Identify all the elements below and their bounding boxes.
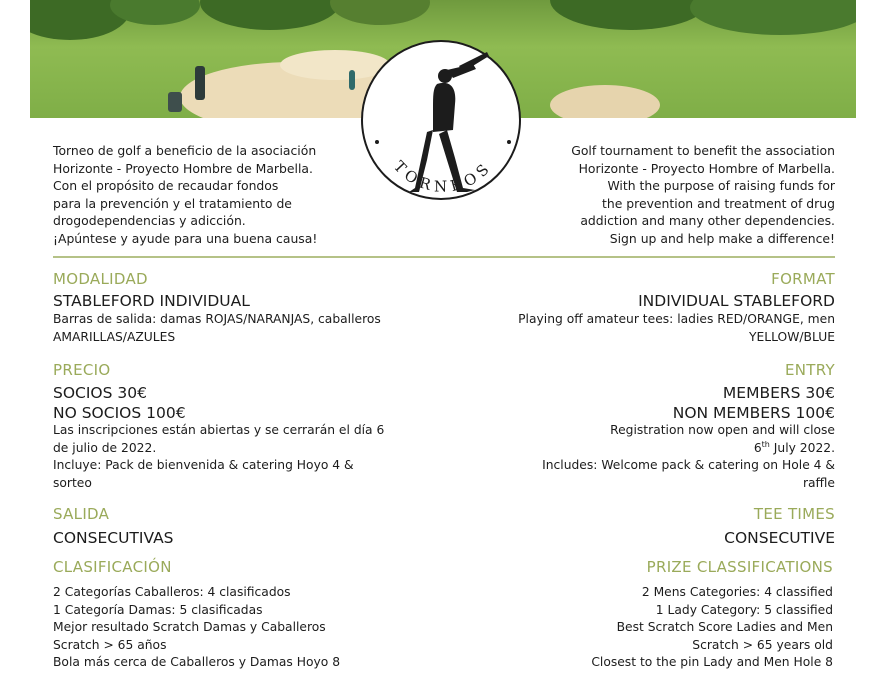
modalidad-tees-line: Barras de salida: damas ROJAS/NARANJAS, caballeros bbox=[53, 312, 381, 326]
clasificacion-line: 2 Categorías Caballeros: 4 clasificados bbox=[53, 585, 291, 599]
prizes-line: 1 Lady Category: 5 classified bbox=[655, 602, 833, 617]
clasificacion-line: 1 Categoría Damas: 5 clasificadas bbox=[53, 602, 263, 617]
prizes-line: Closest to the pin Lady and Men Hole 8 bbox=[591, 655, 833, 669]
torneos-logo bbox=[361, 40, 521, 200]
precio-includes-line: sorteo bbox=[53, 475, 92, 490]
tee-times-value: CONSECUTIVE bbox=[724, 529, 835, 547]
format-section bbox=[478, 270, 835, 346]
format-heading: FORMAT bbox=[771, 270, 835, 288]
intro-spanish bbox=[53, 142, 317, 247]
precio-includes-line: Incluye: Pack de bienvenida & catering Hoyo 4 & bbox=[53, 458, 354, 472]
clasificacion-section bbox=[53, 558, 423, 672]
modalidad-value: STABLEFORD INDIVIDUAL bbox=[53, 292, 250, 310]
entry-heading: ENTRY bbox=[785, 361, 835, 379]
svg-text:TORNEOS bbox=[390, 157, 496, 195]
precio-members: SOCIOS 30€ bbox=[53, 384, 147, 402]
intro-es-line: Horizonte - Proyecto Hombre de Marbella. bbox=[53, 160, 313, 176]
precio-heading: PRECIO bbox=[53, 361, 111, 379]
intro-es-line: Con el propósito de recaudar fondos bbox=[53, 178, 279, 193]
precio-non-members: NO SOCIOS 100€ bbox=[53, 404, 186, 422]
prizes-heading: PRIZE CLASSIFICATIONS bbox=[646, 558, 833, 576]
clasificacion-line: Scratch > 65 años bbox=[53, 637, 167, 652]
intro-es-line: para la prevención y el tratamiento de bbox=[53, 195, 292, 211]
intro-en-line: With the purpose of raising funds for bbox=[607, 178, 835, 193]
intro-es-line: ¡Apúntese y ayude para una buena causa! bbox=[53, 230, 318, 246]
entry-registration-line: Registration now open and will close bbox=[610, 423, 835, 437]
clasificacion-line: Mejor resultado Scratch Damas y Caballeros bbox=[53, 620, 326, 634]
intro-es-line: Torneo de golf a beneficio de la asociación bbox=[53, 143, 317, 158]
modalidad-heading: MODALIDAD bbox=[53, 270, 148, 288]
prizes-section bbox=[478, 558, 833, 672]
golfer-icon bbox=[363, 42, 523, 202]
modalidad-section bbox=[53, 270, 423, 346]
intro-en-line: Golf tournament to benefit the association bbox=[571, 143, 835, 158]
entry-registration-date: 6th July 2022. bbox=[753, 439, 835, 455]
entry-includes-line: raffle bbox=[802, 475, 835, 490]
tee-times-heading: TEE TIMES bbox=[753, 505, 835, 523]
prizes-line: 2 Mens Categories: 4 classified bbox=[641, 585, 833, 599]
precio-registration-line: de julio de 2022. bbox=[53, 440, 157, 455]
prizes-line: Scratch > 65 years old bbox=[692, 637, 833, 652]
entry-members: MEMBERS 30€ bbox=[722, 384, 835, 402]
entry-section bbox=[478, 361, 835, 492]
intro-en-line: addiction and many other dependencies. bbox=[580, 213, 835, 228]
salida-value: CONSECUTIVAS bbox=[53, 529, 174, 547]
section-divider bbox=[53, 256, 835, 258]
precio-registration-line: Las inscripciones están abiertas y se cerrarán el día 6 bbox=[53, 423, 385, 437]
entry-non-members: NON MEMBERS 100€ bbox=[672, 404, 835, 422]
intro-es-line: drogodependencias y adicción. bbox=[53, 213, 246, 228]
intro-en-line: Horizonte - Proyecto Hombre of Marbella. bbox=[578, 160, 835, 176]
tee-times-section bbox=[478, 505, 835, 547]
entry-includes-line: Includes: Welcome pack & catering on Hole 4 & bbox=[542, 458, 835, 472]
salida-heading: SALIDA bbox=[53, 505, 110, 523]
clasificacion-line: Bola más cerca de Caballeros y Damas Hoyo 8 bbox=[53, 655, 341, 669]
intro-en-line: the prevention and treatment of drug bbox=[602, 195, 835, 211]
intro-en-line: Sign up and help make a difference! bbox=[609, 230, 835, 246]
format-tees-line: Playing off amateur tees: ladies RED/ORANGE, men bbox=[518, 312, 835, 326]
modalidad-tees-line: AMARILLAS/AZULES bbox=[53, 329, 176, 344]
prizes-line: Best Scratch Score Ladies and Men bbox=[616, 620, 833, 634]
format-value: INDIVIDUAL STABLEFORD bbox=[638, 292, 835, 310]
logo-text: TORNEOS bbox=[390, 157, 496, 196]
clasificacion-heading: CLASIFICACIÓN bbox=[53, 558, 172, 576]
salida-section bbox=[53, 505, 423, 547]
precio-section bbox=[53, 361, 423, 492]
intro-english bbox=[540, 142, 835, 247]
format-tees-line: YELLOW/BLUE bbox=[749, 329, 835, 344]
